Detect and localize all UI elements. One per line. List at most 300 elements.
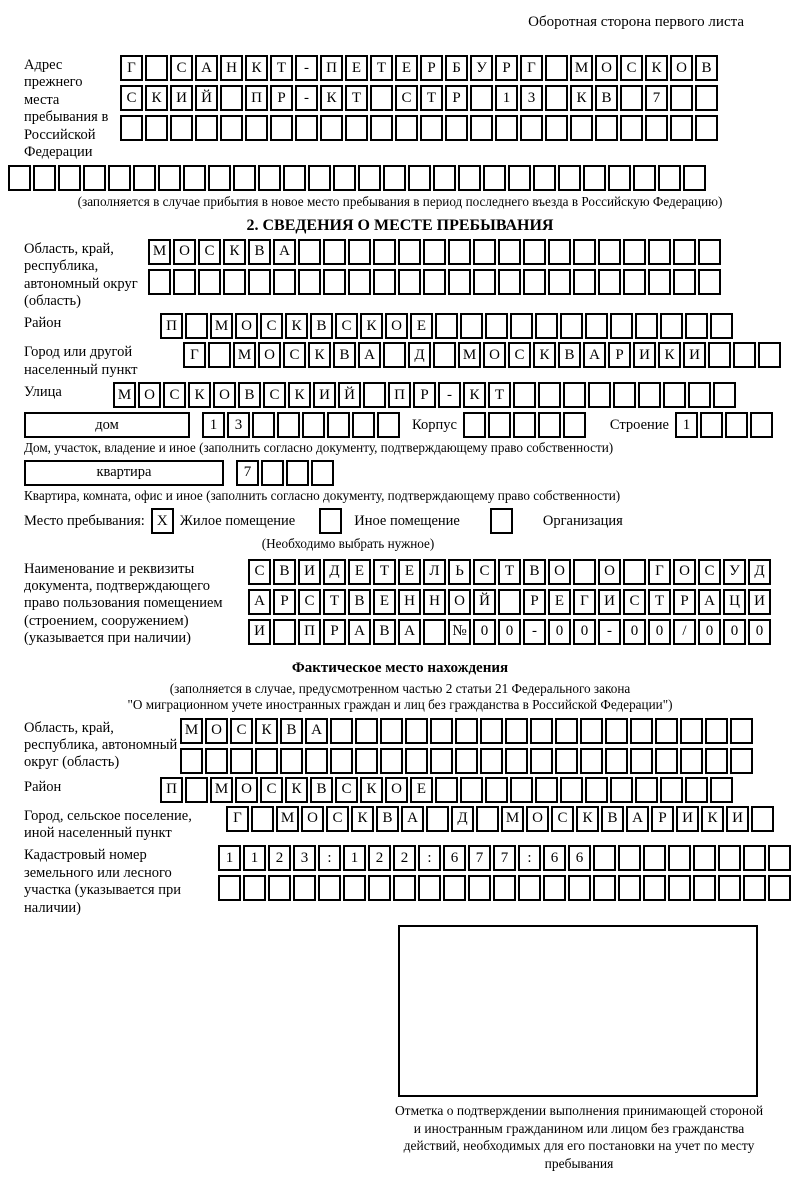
form-cell (302, 412, 325, 438)
form-cell (318, 875, 341, 901)
cadastral-row-1 (218, 845, 791, 871)
stay-option-other-checkbox (319, 508, 342, 534)
form-cell: К (145, 85, 168, 111)
form-cell: К (188, 382, 211, 408)
form-cell (373, 269, 396, 295)
stroenie-cells (675, 412, 773, 438)
house-cells (202, 412, 400, 438)
form-cell: О (595, 55, 618, 81)
form-cell: М (570, 55, 593, 81)
form-cell: И (676, 806, 699, 832)
form-cell: П (388, 382, 411, 408)
street-row (113, 382, 736, 408)
form-cell (208, 165, 231, 191)
form-cell (470, 85, 493, 111)
form-cell (730, 718, 753, 744)
actual-city-block (8, 806, 792, 843)
form-cell (273, 269, 296, 295)
form-cell: О (205, 718, 228, 744)
form-cell (523, 239, 546, 265)
form-cell: О (483, 342, 506, 368)
form-cell (558, 165, 581, 191)
form-cell: У (470, 55, 493, 81)
form-cell: В (373, 619, 396, 645)
form-cell (33, 165, 56, 191)
form-cell: 1 (675, 412, 698, 438)
prev-address-label: Адрес прежнего места пребывания в Российской Федерации (24, 57, 109, 160)
form-cell (593, 845, 616, 871)
prev-address-row-3 (120, 115, 718, 141)
form-cell (688, 382, 711, 408)
form-cell (368, 875, 391, 901)
district-block (8, 313, 792, 339)
form-cell (435, 313, 458, 339)
form-cell: П (160, 313, 183, 339)
form-cell (498, 269, 521, 295)
form-cell (298, 239, 321, 265)
form-cell (510, 313, 533, 339)
form-cell (520, 115, 543, 141)
form-cell (330, 718, 353, 744)
cadastral-block (8, 845, 792, 917)
form-cell (398, 239, 421, 265)
form-cell: Р (323, 619, 346, 645)
form-cell: С (260, 313, 283, 339)
form-cell (718, 875, 741, 901)
form-cell (725, 412, 748, 438)
form-cell (480, 718, 503, 744)
form-cell: Ь (448, 559, 471, 585)
form-cell (223, 269, 246, 295)
form-cell (405, 748, 428, 774)
form-cell (8, 165, 31, 191)
form-cell (380, 748, 403, 774)
form-cell: А (273, 239, 296, 265)
form-cell (530, 718, 553, 744)
form-cell (513, 412, 536, 438)
form-cell (145, 55, 168, 81)
form-cell (363, 382, 386, 408)
form-cell: Й (195, 85, 218, 111)
form-cell: И (633, 342, 656, 368)
form-cell: К (570, 85, 593, 111)
form-cell (608, 165, 631, 191)
form-cell: 2 (268, 845, 291, 871)
form-cell (370, 85, 393, 111)
actual-district-row (160, 777, 733, 803)
form-cell: Е (548, 589, 571, 615)
form-cell: А (195, 55, 218, 81)
form-cell (433, 342, 456, 368)
form-cell: 6 (543, 845, 566, 871)
form-cell: И (313, 382, 336, 408)
form-cell (563, 382, 586, 408)
form-cell (380, 718, 403, 744)
form-cell (598, 239, 621, 265)
form-cell (618, 875, 641, 901)
form-cell (485, 777, 508, 803)
form-cell: И (748, 589, 771, 615)
form-cell (395, 115, 418, 141)
prev-address-row-2 (120, 85, 718, 111)
form-cell: О (235, 313, 258, 339)
form-cell (255, 748, 278, 774)
form-cell (705, 748, 728, 774)
form-cell (713, 382, 736, 408)
form-cell (768, 845, 791, 871)
form-cell: Р (673, 589, 696, 615)
form-cell (598, 269, 621, 295)
form-cell (573, 239, 596, 265)
apartment-cells (236, 460, 334, 486)
form-cell: К (320, 85, 343, 111)
form-cell: М (233, 342, 256, 368)
actual-location-note-1: (заполняется в случае, предусмотренном частью 2 статьи 21 Федерального закона (169, 680, 631, 696)
form-cell: Д (408, 342, 431, 368)
form-cell: Т (498, 559, 521, 585)
form-cell: К (576, 806, 599, 832)
form-cell: Г (120, 55, 143, 81)
form-cell: В (595, 85, 618, 111)
form-cell (643, 845, 666, 871)
form-cell (470, 115, 493, 141)
form-cell (308, 165, 331, 191)
form-cell: К (645, 55, 668, 81)
form-cell: - (295, 85, 318, 111)
form-cell (705, 718, 728, 744)
form-cell: Н (220, 55, 243, 81)
form-cell (535, 777, 558, 803)
form-cell (445, 115, 468, 141)
form-cell: А (626, 806, 649, 832)
form-cell: В (376, 806, 399, 832)
form-cell: М (458, 342, 481, 368)
form-cell: В (695, 55, 718, 81)
form-cell (505, 748, 528, 774)
form-cell: Е (395, 55, 418, 81)
form-cell: О (258, 342, 281, 368)
form-cell (668, 875, 691, 901)
form-cell: В (273, 559, 296, 585)
document-row-3 (248, 619, 771, 645)
form-cell (377, 412, 400, 438)
form-cell: М (276, 806, 299, 832)
district-row (160, 313, 733, 339)
form-cell (618, 845, 641, 871)
form-cell: 1 (343, 845, 366, 871)
cadastral-row-2 (218, 875, 791, 901)
form-cell (560, 777, 583, 803)
form-cell: Т (648, 589, 671, 615)
form-cell: 6 (443, 845, 466, 871)
apartment-block (8, 460, 792, 486)
form-cell (620, 115, 643, 141)
form-cell: Г (648, 559, 671, 585)
region-block (8, 239, 792, 311)
actual-region-rows (180, 718, 753, 774)
form-cell (468, 875, 491, 901)
form-cell: О (138, 382, 161, 408)
form-cell: К (360, 777, 383, 803)
form-cell: К (463, 382, 486, 408)
form-cell (670, 115, 693, 141)
form-cell (343, 875, 366, 901)
region-row-2 (148, 269, 721, 295)
form-cell (495, 115, 518, 141)
prev-address-note: (заполняется в случае прибытия в новое место пребывания в период последнего въезда в Российскую Федерацию) (77, 194, 723, 210)
form-cell (768, 875, 791, 901)
stay-option-organization-checkbox (490, 508, 513, 534)
prev-address-block (8, 55, 792, 161)
form-cell: А (305, 718, 328, 744)
form-cell (698, 239, 721, 265)
form-cell: 0 (748, 619, 771, 645)
house-box-label: дом (24, 412, 190, 438)
form-cell (327, 412, 350, 438)
apartment-box-label: квартира (24, 460, 224, 486)
form-cell: К (245, 55, 268, 81)
form-cell: О (385, 313, 408, 339)
form-cell (685, 777, 708, 803)
form-cell (205, 748, 228, 774)
form-cell (610, 777, 633, 803)
form-cell (435, 777, 458, 803)
form-cell (555, 748, 578, 774)
form-cell (323, 269, 346, 295)
form-cell: С (551, 806, 574, 832)
city-block (8, 342, 792, 379)
form-cell (568, 875, 591, 901)
form-cell (198, 269, 221, 295)
actual-location-note-2: "О миграционном учете иностранных граждан и лиц без гражданства в Российской Федерации") (127, 697, 673, 713)
form-cell (648, 269, 671, 295)
form-cell: Т (420, 85, 443, 111)
form-cell (518, 875, 541, 901)
form-cell (545, 115, 568, 141)
document-row-1 (248, 559, 771, 585)
form-cell: С (230, 718, 253, 744)
page-side-note: Оборотная сторона первого листа (528, 14, 744, 30)
form-cell: Р (420, 55, 443, 81)
actual-region-row-2 (180, 748, 753, 774)
form-cell (655, 748, 678, 774)
form-cell (173, 269, 196, 295)
form-cell: С (395, 85, 418, 111)
form-cell (333, 165, 356, 191)
form-cell (543, 875, 566, 901)
city-label: Город или другой населенный пункт (24, 344, 138, 378)
form-cell (248, 269, 271, 295)
city-row (183, 342, 781, 368)
form-cell (670, 85, 693, 111)
form-cell (663, 382, 686, 408)
form-cell (593, 875, 616, 901)
form-cell: : (318, 845, 341, 871)
form-cell (286, 460, 309, 486)
form-cell: К (288, 382, 311, 408)
form-cell: О (598, 559, 621, 585)
form-cell (548, 269, 571, 295)
form-cell (108, 165, 131, 191)
form-cell: В (248, 239, 271, 265)
form-cell (638, 382, 661, 408)
form-cell (405, 718, 428, 744)
stay-option-residential-checkbox: X (151, 508, 174, 534)
form-cell (488, 412, 511, 438)
form-cell: 2 (393, 845, 416, 871)
form-cell: 1 (202, 412, 225, 438)
form-cell: А (348, 619, 371, 645)
form-cell (430, 748, 453, 774)
form-cell (660, 313, 683, 339)
form-cell: К (285, 777, 308, 803)
form-cell (743, 875, 766, 901)
form-cell (273, 619, 296, 645)
form-cell (355, 718, 378, 744)
form-cell: К (255, 718, 278, 744)
form-cell: 3 (293, 845, 316, 871)
form-cell: С (335, 777, 358, 803)
form-cell: Н (423, 589, 446, 615)
form-cell: И (683, 342, 706, 368)
document-block (8, 559, 792, 648)
form-cell (750, 412, 773, 438)
form-cell: Б (445, 55, 468, 81)
section2-title: 2. СВЕДЕНИЯ О МЕСТЕ ПРЕБЫВАНИЯ (246, 216, 554, 234)
form-cell (513, 382, 536, 408)
form-cell: № (448, 619, 471, 645)
form-cell: В (558, 342, 581, 368)
form-cell (243, 875, 266, 901)
form-cell: Д (451, 806, 474, 832)
form-cell (743, 845, 766, 871)
form-cell (58, 165, 81, 191)
form-cell: М (180, 718, 203, 744)
form-cell (630, 718, 653, 744)
form-cell (498, 239, 521, 265)
form-cell (730, 748, 753, 774)
actual-district-block (8, 777, 792, 803)
form-cell (605, 748, 628, 774)
form-cell (120, 115, 143, 141)
document-label: Наименование и реквизиты документа, подтверждающего право пользования помещением (строением, сооружением) (указывается при наличии) (24, 560, 223, 647)
form-cell (623, 239, 646, 265)
form-cell (352, 412, 375, 438)
form-cell: П (320, 55, 343, 81)
form-cell: П (245, 85, 268, 111)
form-cell: И (726, 806, 749, 832)
form-cell (258, 165, 281, 191)
form-cell (683, 165, 706, 191)
form-cell (83, 165, 106, 191)
form-cell: - (438, 382, 461, 408)
form-cell: - (523, 619, 546, 645)
form-cell (700, 412, 723, 438)
form-cell (295, 115, 318, 141)
form-cell: Р (523, 589, 546, 615)
form-cell (673, 269, 696, 295)
form-cell: Р (273, 589, 296, 615)
form-cell (695, 115, 718, 141)
form-cell (555, 718, 578, 744)
form-cell: Ц (723, 589, 746, 615)
form-cell (345, 115, 368, 141)
form-cell: О (235, 777, 258, 803)
form-cell (610, 313, 633, 339)
form-cell (523, 269, 546, 295)
korpus-label: Корпус (412, 417, 457, 434)
form-cell (433, 165, 456, 191)
form-cell (643, 875, 666, 901)
form-cell (305, 748, 328, 774)
form-cell (538, 412, 561, 438)
form-cell: С (260, 777, 283, 803)
district-label: Район (24, 315, 62, 332)
cadastral-label: Кадастровый номер земельного или лесного участка (указывается при наличии) (24, 847, 181, 916)
form-cell: Т (488, 382, 511, 408)
form-cell: Л (423, 559, 446, 585)
form-cell: 7 (468, 845, 491, 871)
form-cell (623, 269, 646, 295)
korpus-cells (463, 412, 586, 438)
form-cell (685, 313, 708, 339)
form-cell (323, 239, 346, 265)
form-cell: Р (445, 85, 468, 111)
form-cell: Е (345, 55, 368, 81)
form-cell (498, 589, 521, 615)
form-cell: В (238, 382, 261, 408)
form-cell (455, 718, 478, 744)
form-cell (208, 342, 231, 368)
form-cell: С (198, 239, 221, 265)
form-cell (585, 313, 608, 339)
form-cell: С (326, 806, 349, 832)
form-cell: А (398, 619, 421, 645)
form-cell (423, 619, 446, 645)
form-cell (573, 269, 596, 295)
form-cell (423, 239, 446, 265)
stay-type-block (8, 508, 792, 534)
form-cell (473, 239, 496, 265)
form-cell (648, 239, 671, 265)
form-cell (693, 875, 716, 901)
form-cell (695, 85, 718, 111)
form-cell (423, 269, 446, 295)
form-cell: С (620, 55, 643, 81)
stamp-caption: Отметка о подтверждении выполнения принимающей стороной и иностранным гражданином или лицом без гражданства действий, необходимых для его постановки на учет по месту пребывания (394, 1102, 764, 1171)
form-cell (268, 875, 291, 901)
form-cell: Н (398, 589, 421, 615)
form-cell (751, 806, 774, 832)
form-cell: М (113, 382, 136, 408)
house-note: Дом, участок, владение и иное (заполнить согласно документу, подтверждающему право собственности) (24, 440, 614, 456)
form-cell (655, 718, 678, 744)
form-cell (668, 845, 691, 871)
form-cell: 7 (493, 845, 516, 871)
form-cell (373, 239, 396, 265)
form-cell (473, 269, 496, 295)
form-cell (710, 313, 733, 339)
form-cell: К (533, 342, 556, 368)
form-cell (383, 165, 406, 191)
stay-option-organization-label: Организация (542, 513, 623, 530)
form-cell (180, 748, 203, 774)
form-cell: 1 (243, 845, 266, 871)
region-label: Область, край, республика, автономный округ (область) (24, 240, 138, 310)
form-cell (580, 718, 603, 744)
form-cell (220, 85, 243, 111)
form-cell (635, 777, 658, 803)
